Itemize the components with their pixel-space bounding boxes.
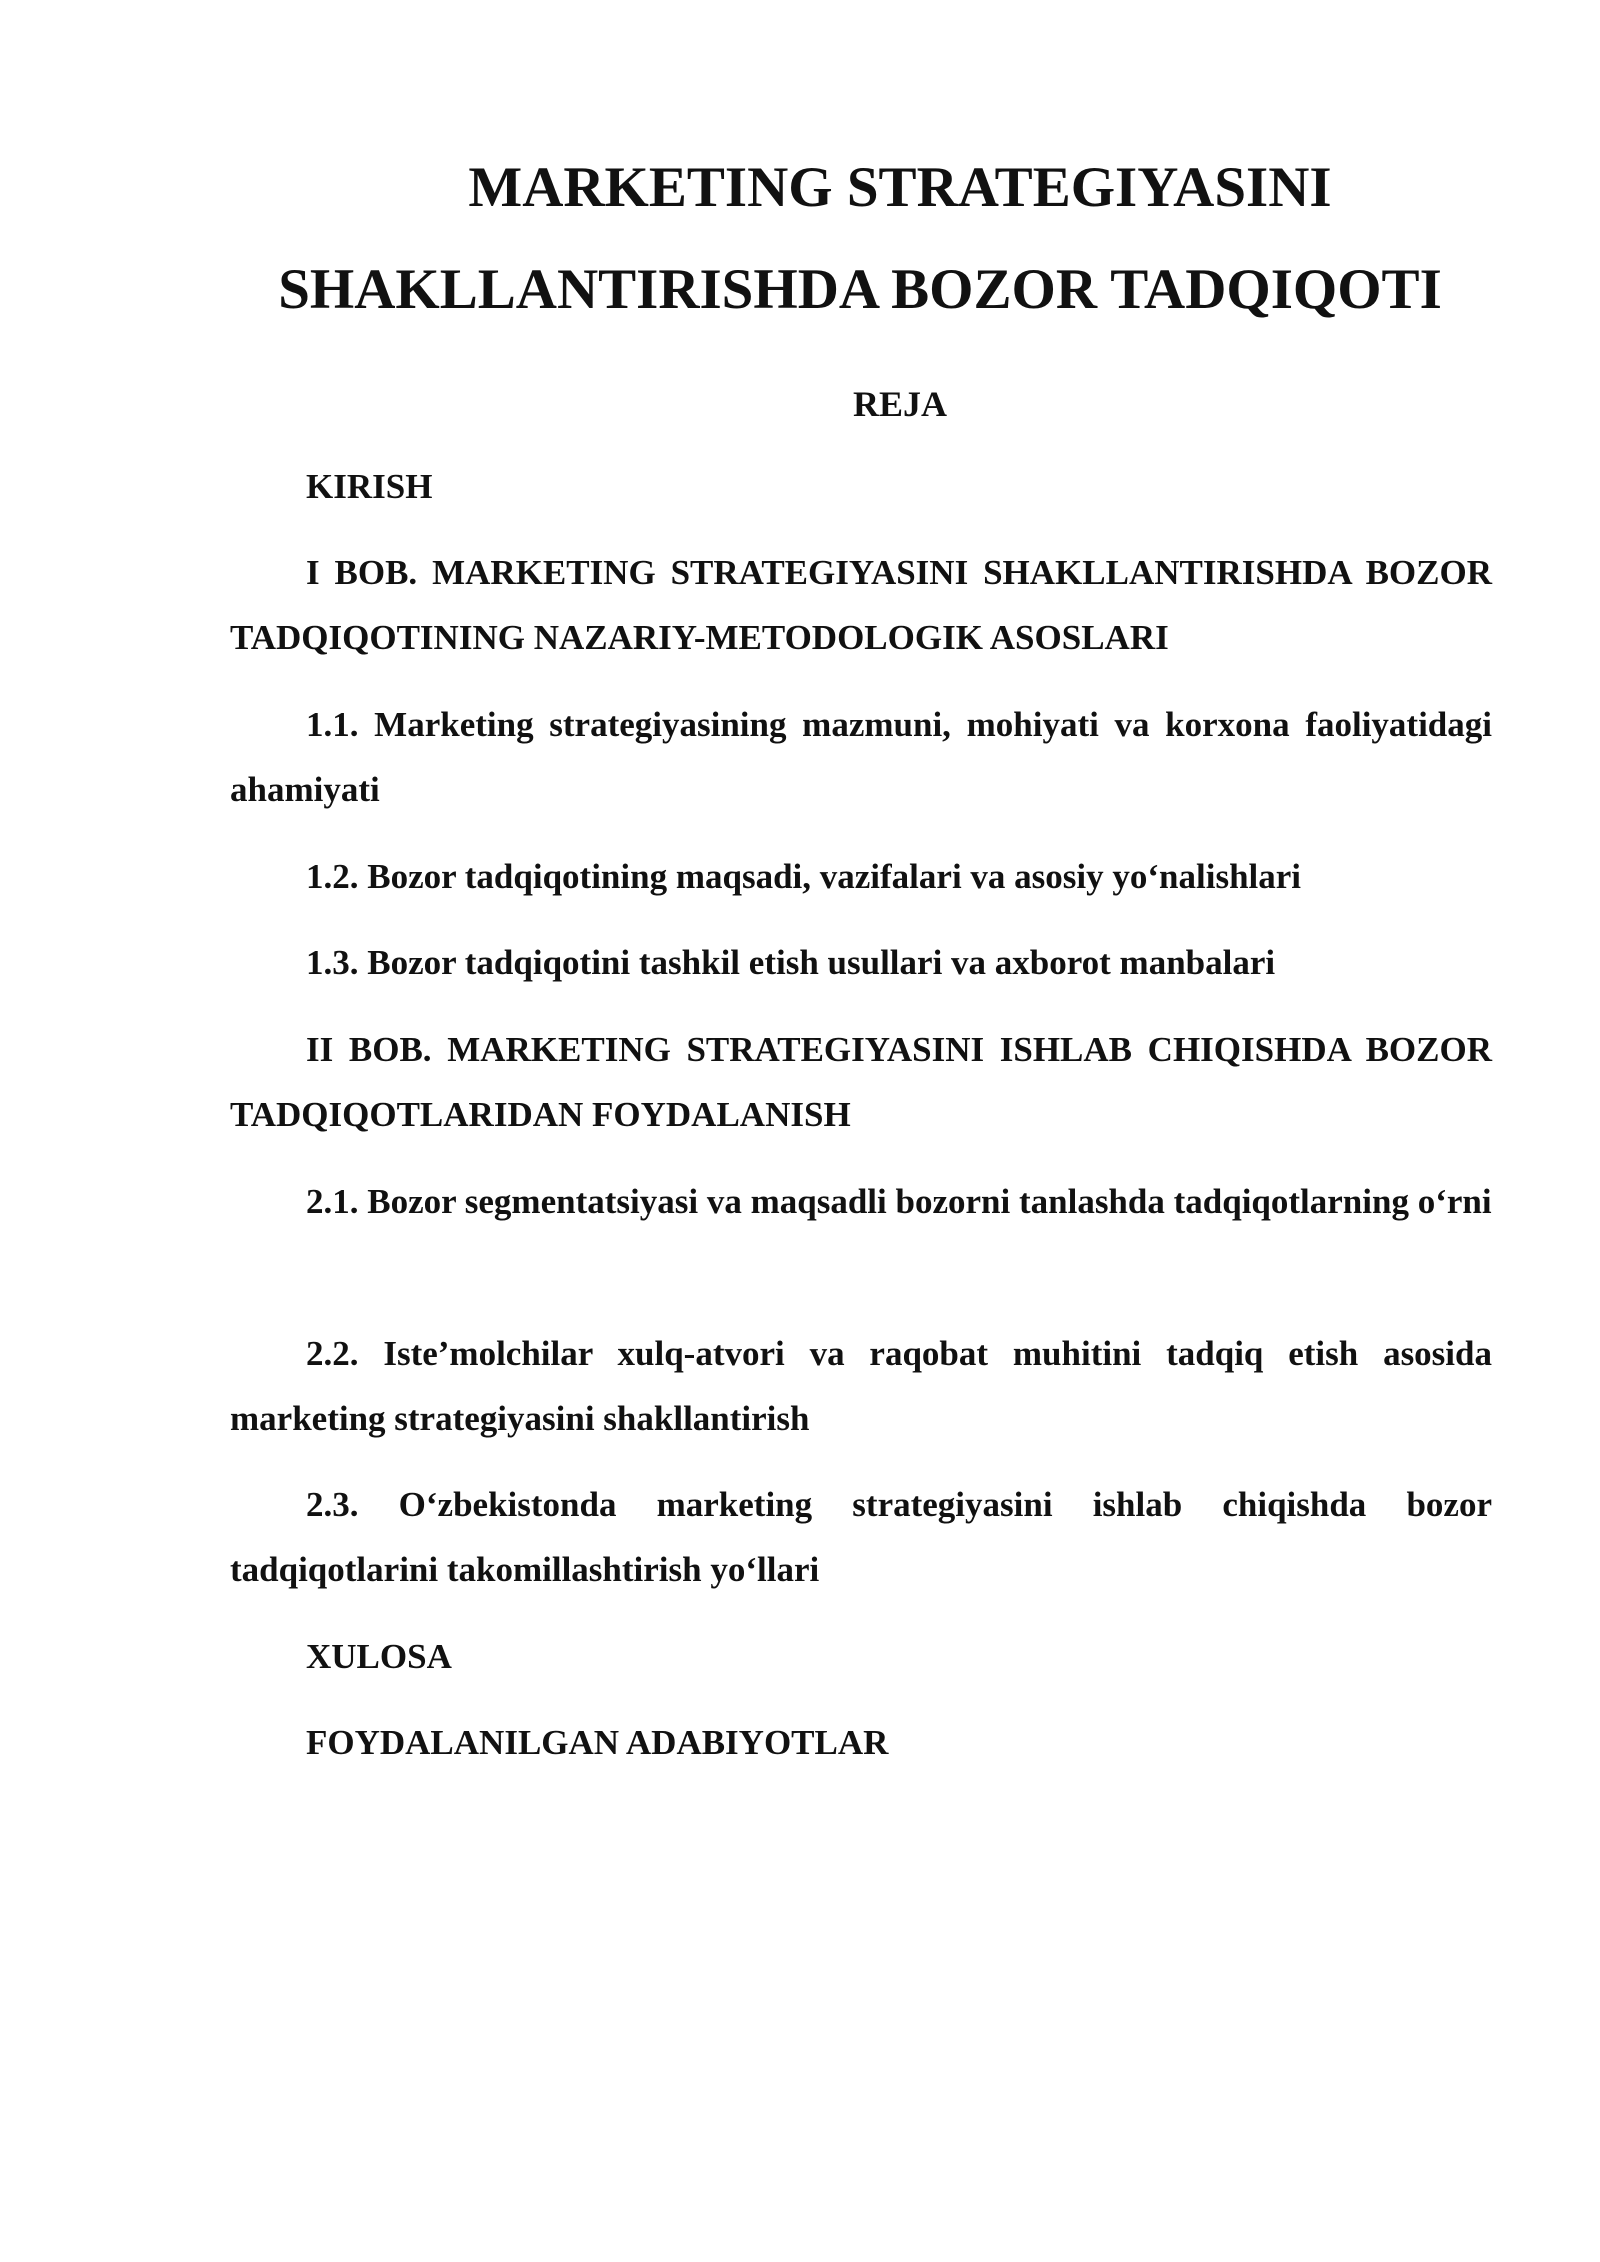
plan-item-introduction: KIRISH xyxy=(306,467,433,506)
plan-heading: REJA xyxy=(852,384,947,424)
plan-item-2-1: 2.1. Bozor segmentatsiyasi va maqsadli bozorni tanlashda tadqiqotlarning o‘rni xyxy=(306,1182,1492,1221)
document-title-line-1: MARKETING STRATEGIYASINI xyxy=(468,156,1332,219)
plan-item-2-2: 2.2. Iste’molchilar xulq-atvori va raqobat muhitini tadqiq etish asosida marketing strategiyasini shakllantirish xyxy=(230,1334,1492,1438)
plan-item-chapter-1: I BOB. MARKETING STRATEGIYASINI SHAKLLANTIRISHDA BOZOR TADQIQOTINING NAZARIY-METODOLOGIK ASOSLARI xyxy=(230,553,1492,657)
plan-item-1-1: 1.1. Marketing strategiyasining mazmuni, mohiyati va korxona faoliyatidagi ahamiyati xyxy=(230,705,1492,809)
plan-item-references: FOYDALANILGAN ADABIYOTLAR xyxy=(306,1723,889,1762)
plan-item-conclusion: XULOSA xyxy=(306,1637,452,1676)
plan-item-2-3: 2.3. O‘zbekistonda marketing strategiyasini ishlab chiqishda bozor tadqiqotlarini takomillashtirish yo‘llari xyxy=(230,1485,1492,1589)
plan-item-chapter-2: II BOB. MARKETING STRATEGIYASINI ISHLAB CHIQISHDA BOZOR TADQIQOTLARIDAN FOYDALANISH xyxy=(230,1030,1492,1134)
plan-item-1-3: 1.3. Bozor tadqiqotini tashkil etish usullari va axborot manbalari xyxy=(306,943,1276,982)
plan-item-1-2: 1.2. Bozor tadqiqotining maqsadi, vazifalari va asosiy yo‘nalishlari xyxy=(306,857,1302,896)
document-title-line-2: SHAKLLANTIRISHDA BOZOR TADQIQOTI xyxy=(278,258,1442,321)
